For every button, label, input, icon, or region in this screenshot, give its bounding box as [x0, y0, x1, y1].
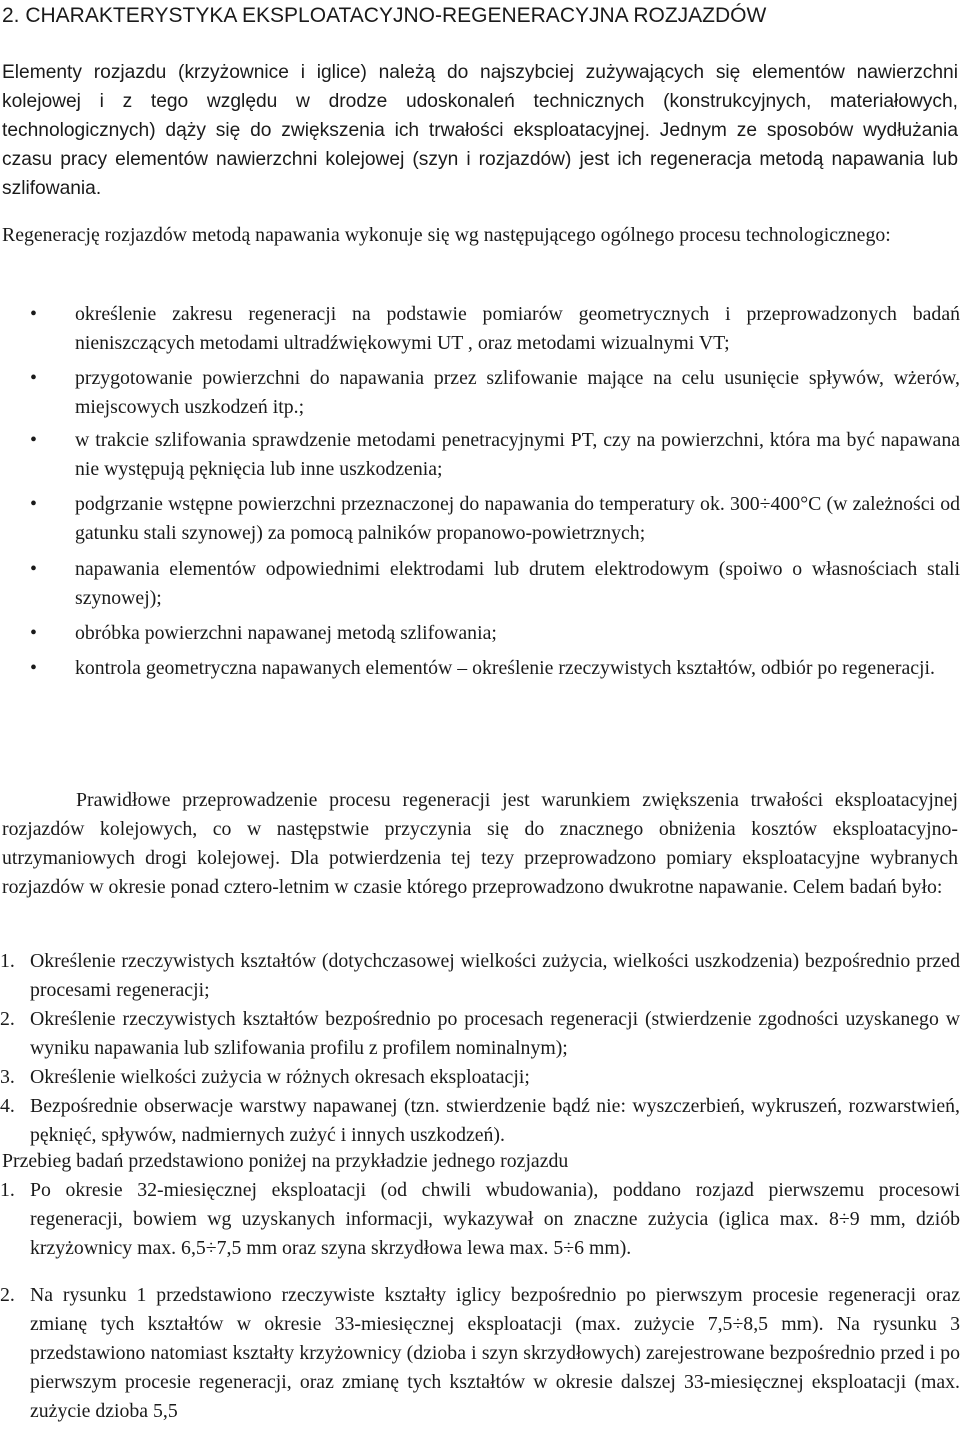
list-item	[0, 947, 960, 1005]
list-item	[0, 1092, 960, 1150]
list-item-text: określenie zakresu regeneracji na podstawie pomiarów geometrycznych i przeprowadzonych badań nieniszczących metodami ultradźwiękowymi UT , oraz metodami wizualnymi VT;	[75, 303, 960, 354]
example-list	[0, 1176, 960, 1426]
list-number: 1.	[0, 1179, 15, 1201]
bullet-icon: •	[30, 558, 37, 580]
process-intro-paragraph: Regenerację rozjazdów metodą napawania wykonuje się wg następującego ogólnego procesu technologicznego:	[2, 224, 891, 246]
bullet-icon: •	[30, 303, 37, 325]
list-item	[0, 654, 960, 683]
list-item	[0, 1063, 960, 1092]
list-item	[0, 426, 960, 484]
list-item-text: podgrzanie wstępne powierzchni przeznaczonej do napawania do temperatury ok. 300÷400°C (w zależności od gatunku stali szynowej) za pomocą palników propanowo-powietrznych;	[75, 493, 960, 544]
goals-list	[0, 947, 960, 1150]
list-item-text: Określenie rzeczywistych kształtów (dotychczasowej wielkości zużycia, wielkości uszkodzenia) bezpośrednio przed procesami regeneracji;	[30, 950, 960, 1001]
list-item	[0, 619, 960, 648]
bullet-icon: •	[30, 493, 37, 515]
list-item-text: kontrola geometryczna napawanych elementów – określenie rzeczywistych kształtów, odbiór po regeneracji.	[75, 657, 935, 679]
process-steps-list	[0, 300, 960, 683]
list-item-text: Po okresie 32-miesięcznej eksploatacji (od chwili wbudowania), poddano rozjazd pierwszemu procesowi regeneracji, bowiem wg uzyskanych informacji, wykazywał on znaczne zużycia (iglica max. 8÷9 mm, dziób krzyżownicy max. 6,5÷7,5 mm oraz szyna skrzydłowa lewa max. 5÷6 mm).	[30, 1179, 960, 1259]
list-item-text: Bezpośrednie obserwacje warstwy napawanej (tzn. stwierdzenie bądź nie: wyszczerbień, wykruszeń, rozwarstwień, pęknięć, spływów, nadmiernych zużyć i innych uszkodzeń).	[30, 1095, 960, 1146]
bullet-icon: •	[30, 429, 37, 451]
list-item	[0, 555, 960, 613]
example-intro: Przebieg badań przedstawiono poniżej na przykładzie jednego rozjazdu	[2, 1150, 569, 1172]
list-item	[0, 1005, 960, 1063]
conclusion-paragraph: Prawidłowe przeprowadzenie procesu regeneracji jest warunkiem zwiększenia trwałości eksploatacyjnej rozjazdów kolejowych, co w następstwie przyczynia się do znacznego obniżenia kosztów eksploatacyjno-utrzymaniowych drogi kolejowej. Dla potwierdzenia tej tezy przeprowadzono pomiary eksploatacyjne wybranych rozjazdów w okresie ponad cztero-letnim w czasie którego przeprowadzono dwukrotne napawanie. Celem badań było:	[2, 789, 958, 898]
list-item-text: Na rysunku 1 przedstawiono rzeczywiste kształty iglicy bezpośrednio po pierwszym procesie regeneracji oraz zmianę tych kształtów w okresie 33-miesięcznej eksploatacji (max. zużycie 7,5÷8,5 mm). Na rysunku 3 przedstawiono natomiast kształty krzyżownicy (dzioba i szyn skrzydłowych) zarejestrowane bezpośrednio przed i po pierwszym procesie regeneracji, oraz zmianę tych kształtów w okresie dalszej 33-miesięcznej eksploatacji (max. zużycie dzioba 5,5	[30, 1284, 960, 1422]
list-number: 2.	[0, 1008, 15, 1030]
list-item-text: napawania elementów odpowiednimi elektrodami lub drutem elektrodowym (spoiwo o własnościach stali szynowej);	[75, 558, 960, 609]
list-item-text: w trakcie szlifowania sprawdzenie metodami penetracyjnymi PT, czy na powierzchni, która ma być napawana nie występują pęknięcia lub inne uszkodzenia;	[75, 429, 960, 480]
list-number: 2.	[0, 1284, 15, 1306]
list-item	[0, 1281, 960, 1426]
list-number: 4.	[0, 1095, 15, 1117]
section-heading: 2. CHARAKTERYSTYKA EKSPLOATACYJNO-REGENERACYJNA ROZJAZDÓW	[2, 4, 767, 27]
list-item	[0, 1176, 960, 1263]
list-item-text: Określenie wielkości zużycia w różnych okresach eksploatacji;	[30, 1066, 530, 1088]
list-item	[0, 300, 960, 358]
bullet-icon: •	[30, 367, 37, 389]
list-item-text: Określenie rzeczywistych kształtów bezpośrednio po procesach regeneracji (stwierdzenie zgodności uzyskanego w wyniku napawania lub szlifowania profilu z profilem nominalnym);	[30, 1008, 960, 1059]
list-item	[0, 490, 960, 548]
list-item-text: przygotowanie powierzchni do napawania przez szlifowanie mające na celu usunięcie spływów, wżerów, miejscowych uszkodzeń itp.;	[75, 367, 960, 418]
intro-paragraph: Elementy rozjazdu (krzyżownice i iglice) należą do najszybciej zużywających się elementów nawierzchni kolejowej i z tego względu w drodze udoskonaleń technicznych (konstrukcyjnych, materiałowych, technologicznych) dąży się do zwiększenia ich trwałości eksploatacyjnej. Jednym ze sposobów wydłużania czasu pracy elementów nawierzchni kolejowej (szyn i rozjazdów) jest ich regeneracja metodą napawania lub szlifowania.	[2, 62, 958, 199]
list-number: 1.	[0, 950, 15, 972]
bullet-icon: •	[30, 657, 37, 679]
list-item	[0, 364, 960, 422]
bullet-icon: •	[30, 622, 37, 644]
list-number: 3.	[0, 1066, 15, 1088]
list-item-text: obróbka powierzchni napawanej metodą szlifowania;	[75, 622, 497, 644]
